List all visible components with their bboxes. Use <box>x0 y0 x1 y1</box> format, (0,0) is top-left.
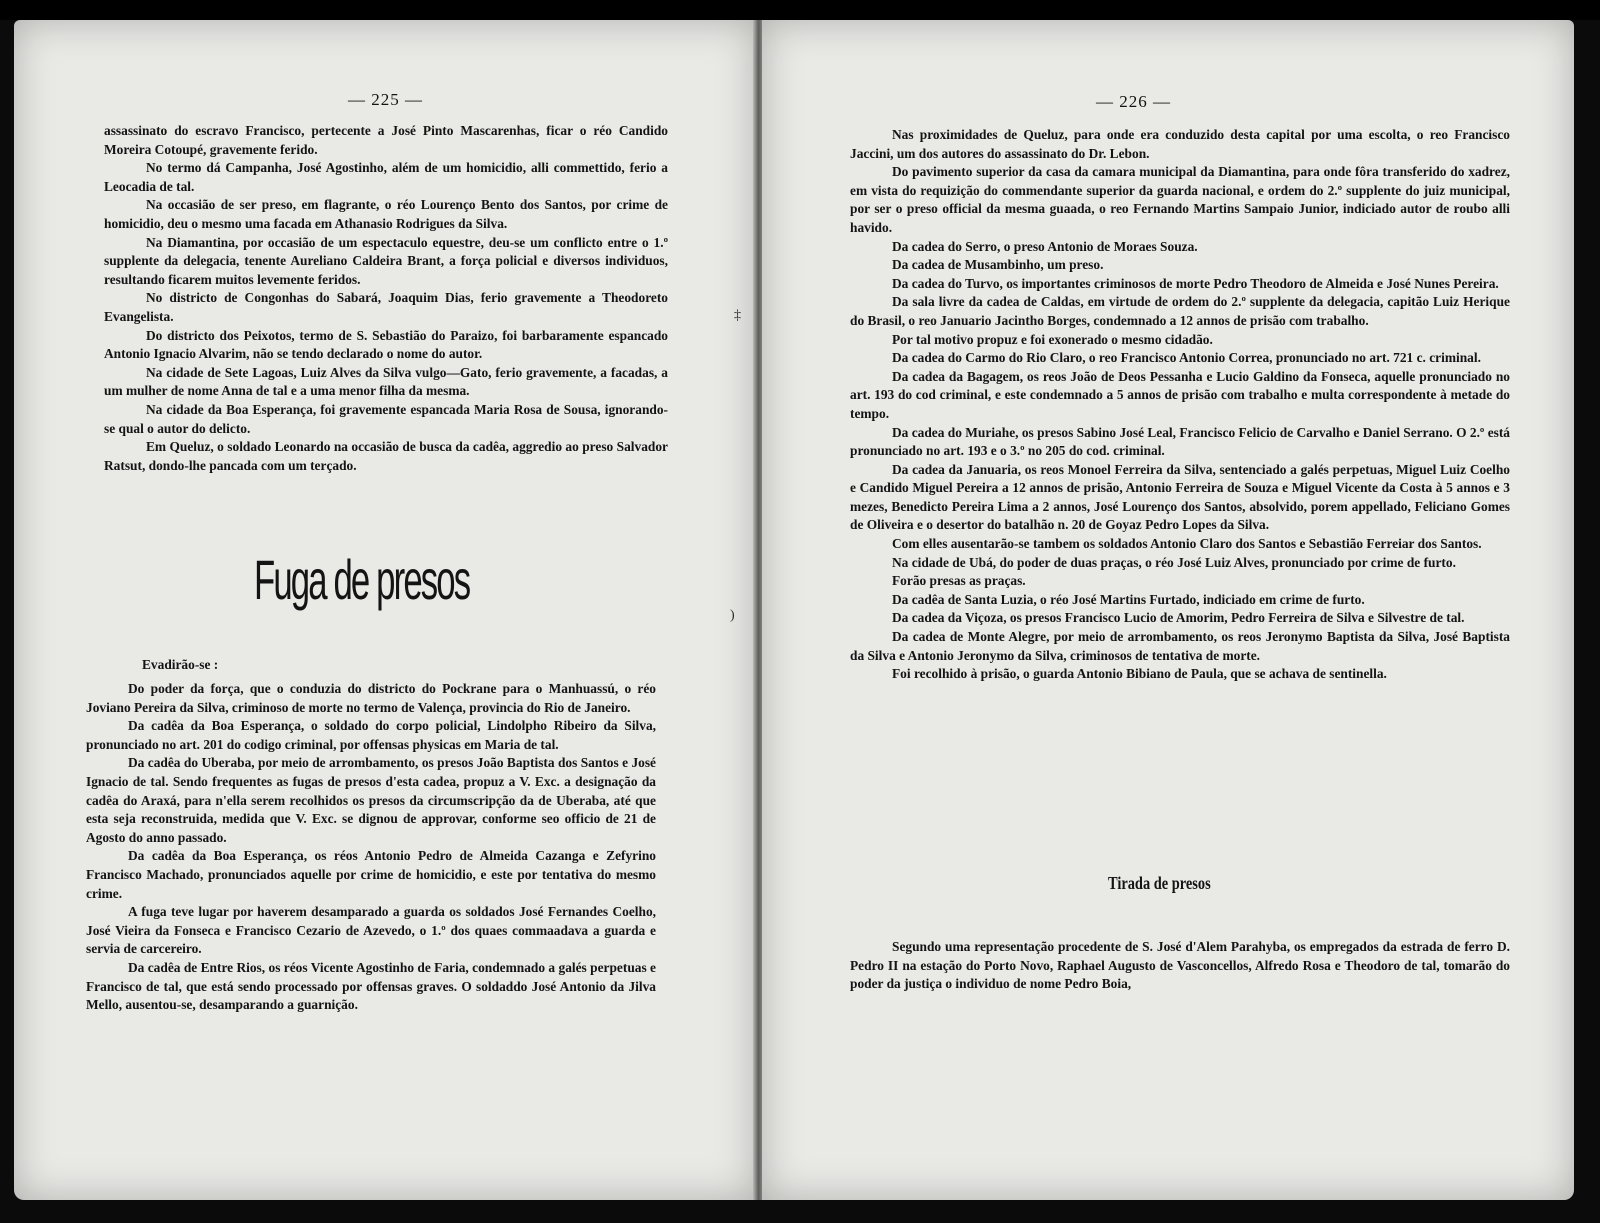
paragraph: Foi recolhido à prisão, o guarda Antonio Bibiano de Paula, que se achava de sentinella. <box>892 666 1387 682</box>
paragraph: Da cadea da Viçoza, os presos Francisco Lucio de Amorim, Pedro Ferreira de Silva e Silvestre de tal. <box>892 610 1465 626</box>
paragraph: Da cadêa da Boa Esperança, o soldado do corpo policial, Lindolpho Ribeiro da Silva, pronunciado no art. 201 do codigo criminal, por offensas physicas em Maria de tal. <box>86 718 656 752</box>
scan-top-edge <box>0 0 1600 20</box>
left-page <box>14 20 756 1200</box>
paragraph: Do districto dos Peixotos, termo de S. Sebastião do Paraizo, foi barbaramente espancado Antonio Ignacio Alvarim, não se tendo declarado o nome do autor. <box>104 327 668 362</box>
page-number: — 226 — <box>1096 92 1171 111</box>
paragraph: Da cadêa de Entre Rios, os réos Vicente Agostinho de Faria, condemnado a galés perpetuas e Francisco de tal, que está sendo processado por offensas graves. O soldaddo José Antonio da Jilva Mello, ausentou-se, desamparando a guarnição. <box>86 959 656 1013</box>
paragraph: Da cadêa de Santa Luzia, o réo José Martins Furtado, indiciado em crime de furto. <box>892 591 1365 607</box>
section-title: Tirada de presos <box>1108 873 1211 893</box>
paragraph: A fuga teve lugar por haverem desamparado a guarda os soldados José Fernandes Coelho, José Vieira da Fonseca e Francisco Cezario de Azevedo, o 1.º dos quaes commaadava a guarda e servia de carcereiro. <box>86 904 656 957</box>
left-bottom-text <box>86 680 656 1015</box>
page-number: — 225 — <box>348 90 423 109</box>
paragraph: No districto de Congonhas do Sabará, Joaquim Dias, ferio gravemente a Theodoreto Evangelista. <box>104 290 668 324</box>
paragraph: Do pavimento superior da casa da camara municipal da Diamantina, para onde fôra transferido do xadrez, em vista do requizição do commendante superior da guarda nacional, e ordem do 2.º supplente do juiz municipal, por ser o preso official da mesma guaada, o reo Fernando Martins Sampaio Junior, indiciado autor de roubo alli havido. <box>850 164 1510 235</box>
paragraph: Na cidade de Ubá, do poder de duas praças, o réo José Luiz Alves, pronunciado por crime de furto. <box>892 554 1456 570</box>
right-page <box>762 20 1574 1200</box>
paragraph: Da cadea do Turvo, os importantes criminosos de morte Pedro Theodoro de Almeida e José Nunes Pereira. <box>892 275 1499 291</box>
paragraph: Por tal motivo propuz e foi exonerado o mesmo cidadão. <box>892 331 1213 347</box>
paragraph: Nas proximidades de Queluz, para onde era conduzido desta capital por uma escolta, o reo Francisco Jaccini, um dos autores do assassinato do Dr. Lebon. <box>850 127 1510 161</box>
paragraph: Na cidade da Boa Esperança, foi gravemente espancada Maria Rosa de Sousa, ignorando-se qual o autor do delicto. <box>104 401 668 436</box>
paragraph: Forão presas as praças. <box>892 573 1026 589</box>
paragraph: Na occasião de ser preso, em flagrante, o réo Lourenço Bento dos Santos, por crime de homicidio, deu o mesmo uma facada em Athanasio Rodrigues da Silva. <box>104 197 668 231</box>
paragraph: Na cidade de Sete Lagoas, Luiz Alves da Silva vulgo—Gato, ferio gravemente, a facadas, a um mulher de nome Anna de tal e a uma menor filha da mesma. <box>104 364 668 399</box>
right-top-text <box>850 126 1510 684</box>
paragraph: No termo dá Campanha, José Agostinho, além de um homicidio, alli commettido, ferio a Leocadia de tal. <box>104 160 668 194</box>
paragraph: Da cadêa da Boa Esperança, os réos Antonio Pedro de Almeida Cazanga e Zefyrino Francisco Machado, pronunciados aquelle por crime de homicidio, e este por tentativa do mesmo crime. <box>86 848 656 901</box>
paragraph: assassinato do escravo Francisco, pertecente a José Pinto Mascarenhas, ficar o réo Candido Moreira Cotoupé, gravemente ferido. <box>104 123 668 157</box>
left-top-text <box>104 122 668 475</box>
paragraph: Da cadea de Musambinho, um preso. <box>892 257 1104 273</box>
paragraph: Na Diamantina, por occasião de um espectaculo equestre, deu-se um conflicto entre o 1.º supplente da delegacia, tenente Aureliano Caldeira Brant, a força policial e diversos individuos, resultando ficarem muitos levemente feridos. <box>104 234 668 287</box>
paragraph: Da cadea da Januaria, os reos Monoel Ferreira da Silva, sentenciado a galés perpetuas, Miguel Luiz Coelho e Candido Miguel Pereira a 12 annos de prisão, Antonio Ferreira de Souza e Miguel Vicente da Costa à 5 annos e 3 mezes, Benedicto Pereira Lima a 2 annos, José Lourenço dos Santos, absolvido, porem appellado, Feliciano Gomes de Oliveira e o desertor do batalhão n. 20 de Goyaz Pedro Lopes da Silva. <box>850 461 1510 533</box>
intro-line: Evadirão-se : <box>142 657 219 672</box>
paragraph: Em Queluz, o soldado Leonardo na occasião de busca da cadêa, aggredio ao preso Salvador Ratsut, dondo-lhe pancada com um terçado. <box>104 439 668 473</box>
paragraph: Da cadea do Serro, o preso Antonio de Moraes Souza. <box>892 238 1198 254</box>
intro-text <box>142 656 442 675</box>
margin-mark: ‡ <box>734 308 741 323</box>
paragraph: Da sala livre da cadea de Caldas, em virtude de ordem do 2.º supplente da delegacia, capitão Luiz Herique do Brasil, o reo Januario Jacintho Borges, condemnado a 12 annos de prisão com trabalho. <box>850 294 1510 328</box>
right-bottom-text <box>850 938 1510 994</box>
paragraph: Com elles ausentarão-se tambem os soldados Antonio Claro dos Santos e Sebastião Ferreiar dos Santos. <box>892 536 1482 552</box>
paragraph: Da cadea do Carmo do Rio Claro, o reo Francisco Antonio Correa, pronunciado no art. 721 c. criminal. <box>892 350 1481 366</box>
section-title: Fuga de presos <box>254 548 470 611</box>
paragraph: Da cadea da Bagagem, os reos João de Deos Pessanha e Lucio Galdino da Fonseca, aquelle pronunciado no art. 193 do cod criminal, e este condemnado a 5 annos de prisão com trabalho e multa correspondente à metade do tempo. <box>850 368 1510 421</box>
paragraph: Da cadea de Monte Alegre, por meio de arrombamento, os reos Jeronymo Baptista da Silva, José Baptista da Silva e Antonio Jeronymo da Silva, criminosos de tentativa de morte. <box>850 629 1510 663</box>
paragraph: Segundo uma representação procedente de S. José d'Alem Parahyba, os empregados da estrada de ferro D. Pedro II na estação do Porto Novo, Raphael Augusto de Vasconcellos, Alfredo Rosa e Theodoro de tal, tomarão do poder da justiça o individuo de nome Pedro Boia, <box>850 939 1510 992</box>
paragraph: Da cadea do Muriahe, os presos Sabino José Leal, Francisco Felicio de Carvalho e Daniel Serrano. O 2.º está pronunciado no art. 193 e o 3.º no 205 do cod. criminal. <box>850 424 1510 459</box>
margin-mark: ) <box>730 608 735 623</box>
paragraph: Do poder da força, que o conduzia do districto do Pockrane para o Manhuassú, o réo Joviano Pereira da Silva, criminoso de morte no termo de Valença, provincia do Rio de Janeiro. <box>86 681 656 715</box>
paragraph: Da cadêa do Uberaba, por meio de arrombamento, os presos João Baptista dos Santos e José Ignacio de tal. Sendo frequentes as fugas de presos d'esta cadea, propuz a V. Exc. a designação da cadêa do Araxá, para n'ella serem recolhidos os presos da circumscripção da de Uberaba, até que esta seja reconstruida, medida que V. Exc. se dignou de approvar, conforme seo officio de 21 de Agosto do anno passado. <box>86 755 656 845</box>
